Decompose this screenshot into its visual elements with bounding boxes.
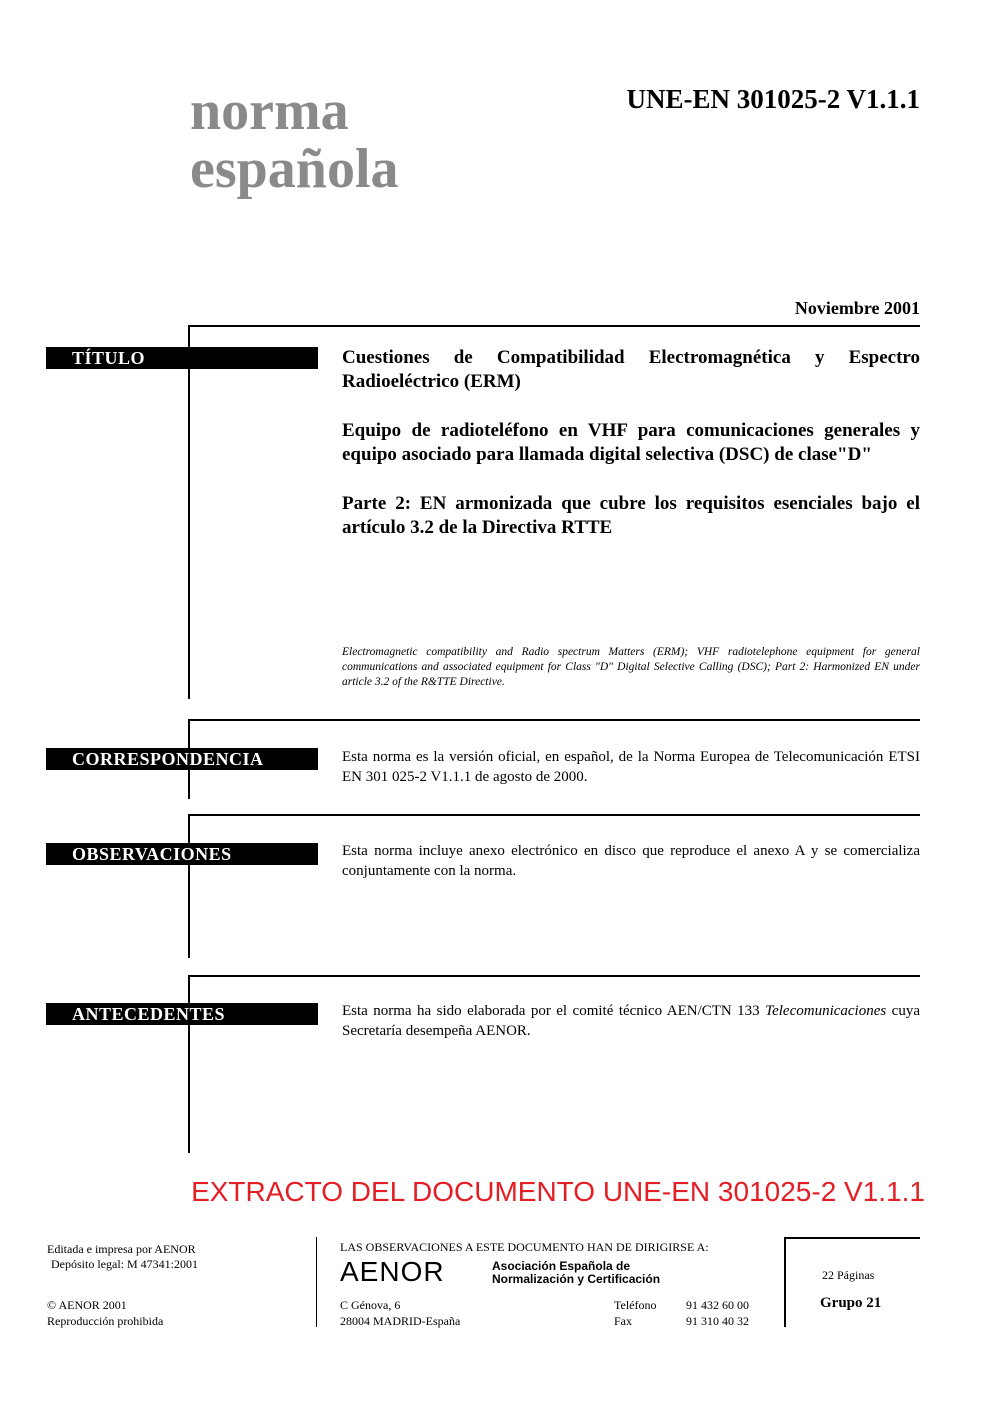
titulo-vertical-rule xyxy=(188,325,190,699)
page-count: 22 Páginas xyxy=(822,1268,875,1282)
fax-number: 91 310 40 32 xyxy=(686,1314,749,1328)
aenor-association xyxy=(492,1260,660,1286)
footer-box-left xyxy=(784,1237,786,1327)
standard-code: UNE-EN 301025-2 V1.1.1 xyxy=(626,84,920,114)
footer-deposit: Depósito legal: M 47341:2001 xyxy=(51,1257,198,1271)
phone-number: 91 432 60 00 xyxy=(686,1298,749,1312)
title-line-2: Equipo de radioteléfono en VHF para comunicaciones generales y equipo asociado para llamada digital selectiva (DSC) de clase"D" xyxy=(342,420,920,465)
antecedentes-rule xyxy=(188,975,920,977)
observaciones-text: Esta norma incluye anexo electrónico en disco que reproduce el anexo A y se comercializa conjuntamente con la norma. xyxy=(342,843,920,879)
correspondencia-rule xyxy=(188,719,920,721)
footer-copyright: © AENOR 2001 xyxy=(47,1298,127,1312)
observations-heading: LAS OBSERVACIONES A ESTE DOCUMENTO HAN DE DIRIGIRSE A: xyxy=(340,1240,709,1254)
observaciones-vertical-rule xyxy=(188,814,190,958)
label-antecedentes: ANTECEDENTES xyxy=(46,1003,318,1025)
address-line-1: C Génova, 6 xyxy=(340,1298,401,1312)
label-titulo: TÍTULO xyxy=(46,347,318,369)
address-line-2: 28004 MADRID-España xyxy=(340,1314,461,1328)
title-line-3: Parte 2: EN armonizada que cubre los requisitos esenciales bajo el artículo 3.2 de la Directiva RTTE xyxy=(342,493,920,538)
antecedentes-text xyxy=(342,1001,920,1041)
brand-line-2: española xyxy=(190,138,399,200)
antecedentes-suffix: cuya Secretaría desempeña AENOR. xyxy=(342,1003,920,1039)
label-observaciones: OBSERVACIONES xyxy=(46,843,318,865)
brand-title xyxy=(190,82,399,198)
footer-reproduction: Reproducción prohibida xyxy=(47,1314,164,1328)
antecedentes-italic: Telecomunicaciones xyxy=(765,1003,887,1019)
group-number: Grupo 21 xyxy=(820,1295,882,1311)
assoc-line-2: Normalización y Certificación xyxy=(492,1272,661,1286)
footer-divider-left xyxy=(316,1237,317,1327)
extract-watermark: EXTRACTO DEL DOCUMENTO UNE-EN 301025-2 V1.1.1 xyxy=(191,1176,925,1207)
phone-label: Teléfono xyxy=(614,1298,657,1312)
aenor-logo: AENOR xyxy=(340,1256,445,1287)
footer-box-top xyxy=(784,1237,920,1239)
antecedentes-vertical-rule xyxy=(188,975,190,1153)
assoc-line-1: Asociación Española de xyxy=(492,1259,631,1273)
fax-label: Fax xyxy=(614,1314,632,1328)
label-correspondencia: CORRESPONDENCIA xyxy=(46,748,318,770)
correspondencia-text: Esta norma es la versión oficial, en español, de la Norma Europea de Telecomunicación ETSI EN 301 025-2 V1.1.1 de agosto de 2000. xyxy=(342,749,920,785)
observaciones-rule xyxy=(188,814,920,816)
title-block xyxy=(342,346,920,565)
brand-line-1: norma xyxy=(190,80,349,142)
antecedentes-prefix: Esta norma ha sido elaborada por el comité técnico AEN/CTN 133 xyxy=(342,1003,766,1019)
title-line-1: Cuestiones de Compatibilidad Electromagnética y Espectro Radioeléctrico (ERM) xyxy=(342,347,920,392)
publication-date: Noviembre 2001 xyxy=(794,298,920,318)
top-rule xyxy=(188,325,920,327)
footer-edited: Editada e impresa por AENOR xyxy=(47,1242,196,1256)
english-title: Electromagnetic compatibility and Radio spectrum Matters (ERM); VHF radiotelephone equipment for general communications and associated equipment for Class "D" Digital Selective Calling (DSC); Part 2: Harmonized EN under article 3.2 of the R&TTE Directive. xyxy=(342,646,920,688)
